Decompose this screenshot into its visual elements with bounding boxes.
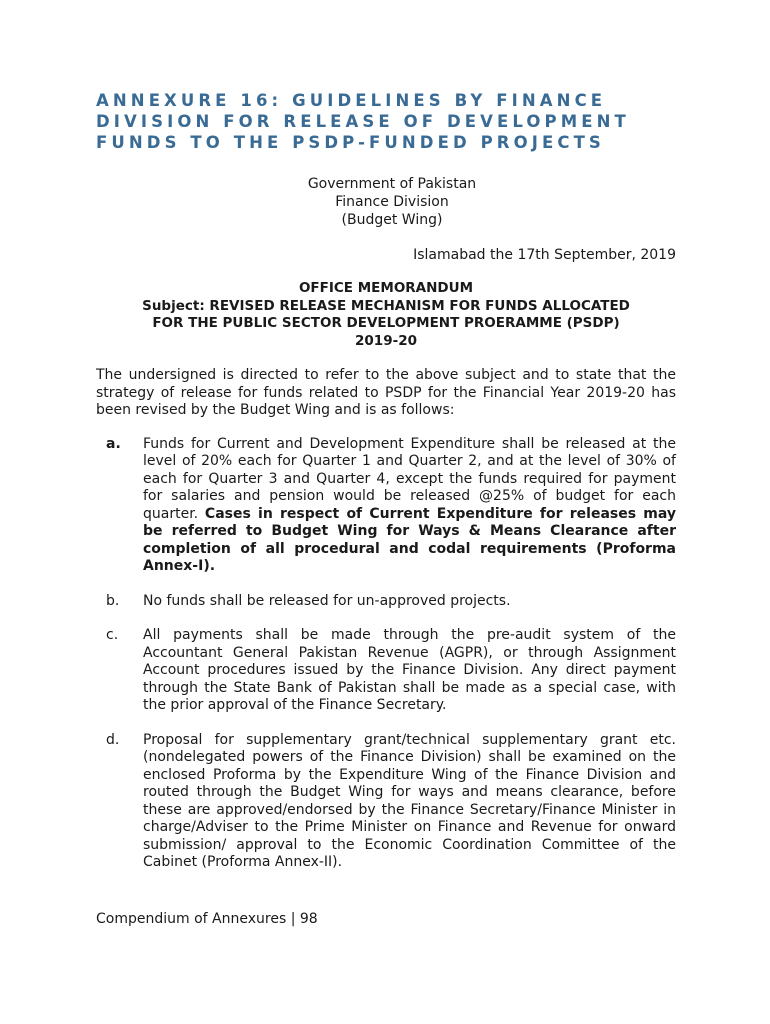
memo-subject-line-3: 2019-20 — [355, 332, 417, 349]
clause-marker: c. — [106, 627, 119, 643]
issuer-block — [96, 175, 676, 229]
clause-a — [106, 436, 676, 576]
annexure-title-line-3: FUNDS TO THE PSDP-FUNDED PROJECTS — [96, 133, 605, 152]
memo-subject-line-1: Subject: REVISED RELEASE MECHANISM FOR FUNDS ALLOCATED — [142, 297, 630, 314]
clause-bold-text: Cases in respect of Current Expenditure for releases may be referred to Budget Wing for Ways & Means Clearance after completion of all procedural and codal requirements (Proforma Annex-I). — [143, 505, 676, 574]
clause-text: All payments shall be made through the pre-audit system of the Accountant General Pakistan Revenue (AGPR), or through Assignment Account procedures issued by the Finance Division. Any direct payment through the State Bank of Pakistan shall be made as a special case, with the prior approval of the Finance Secretary. — [143, 627, 676, 713]
clause-text: No funds shall be released for un-approved projects. — [143, 592, 511, 609]
page-footer: Compendium of Annexures | 98 — [96, 911, 318, 927]
annexure-title-line-2: DIVISION FOR RELEASE OF DEVELOPMENT — [96, 112, 630, 131]
clause-marker: d. — [106, 731, 120, 748]
clause-d — [106, 732, 676, 872]
intro-paragraph: The undersigned is directed to refer to the above subject and to state that the strategy of release for funds related to PSDP for the Financial Year 2019-20 has been revised by the Budget Wing and is as follows: — [96, 367, 676, 418]
clause-body: Funds for Current and Development Expenditure shall be released at the level of 20% each for Quarter 1 and Quarter 2, and at the level of 30% of each for Quarter 3 and Quarter 4, except the funds required for payment for salaries and pension would be released @25% of budget for each quarter. — [143, 435, 676, 522]
issuer-division: Finance Division — [335, 194, 449, 210]
clause-text: Proposal for supplementary grant/technical supplementary grant etc. (nondelegated powers of the Finance Division) shall be examined on the enclosed Proforma by the Expenditure Wing of the Finance Division and routed through the Budget Wing for ways and means clearance, before these are approved/endorsed by the Finance Secretary/Finance Minister in charge/Adviser to the Prime Minister on Finance and Revenue for onward submission/ approval to the Economic Coordination Committee of the Cabinet (Proforma Annex-II). — [143, 731, 676, 870]
annexure-title — [96, 90, 676, 153]
clause-text — [143, 436, 676, 576]
clause-list — [96, 436, 676, 872]
clause-marker: a. — [106, 435, 121, 452]
document-page — [96, 90, 676, 889]
annexure-title-line-1: ANNEXURE 16: GUIDELINES BY FINANCE — [96, 91, 607, 110]
issuer-wing: (Budget Wing) — [341, 212, 443, 228]
clause-b — [106, 593, 676, 611]
memo-header — [96, 280, 676, 350]
issuer-government: Government of Pakistan — [307, 176, 477, 192]
clause-marker: b. — [106, 592, 120, 609]
clause-c — [106, 627, 676, 715]
memo-subject-line-2: FOR THE PUBLIC SECTOR DEVELOPMENT PROERAMME (PSDP) — [152, 315, 620, 331]
date-line: Islamabad the 17th September, 2019 — [413, 247, 676, 263]
memo-heading: OFFICE MEMORANDUM — [298, 280, 474, 296]
